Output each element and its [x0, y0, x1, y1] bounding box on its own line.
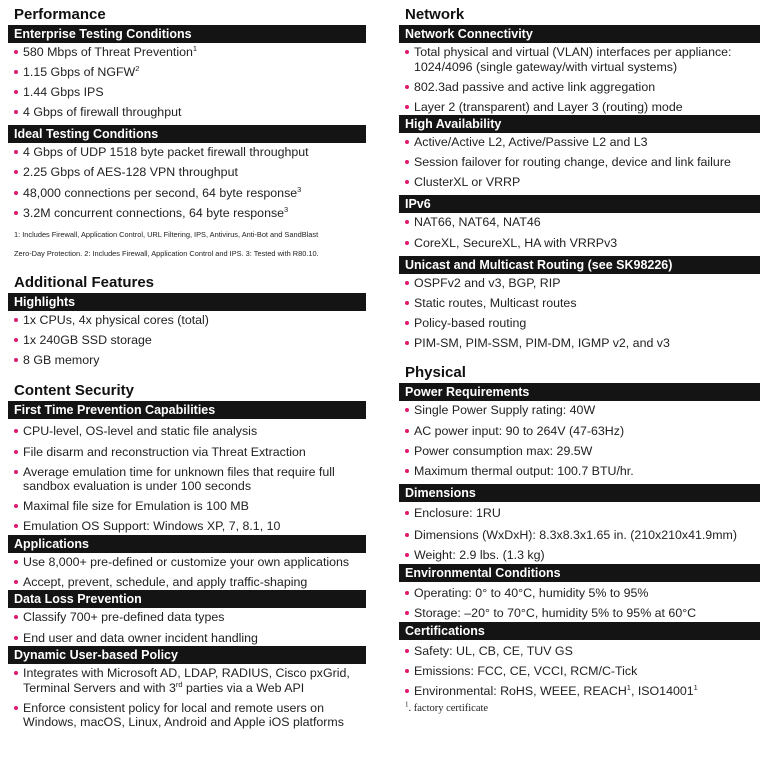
content-security-title: Content Security [14, 382, 135, 400]
bullet-icon [405, 591, 409, 595]
dynamic-policy-list [8, 666, 366, 730]
bullet-icon [14, 318, 18, 322]
list-item: OSPFv2 and v3, BGP, RIP [399, 276, 760, 291]
bullet-icon [405, 689, 409, 693]
bullet-icon [405, 140, 409, 144]
list-item: AC power input: 90 to 264V (47-63Hz) [399, 424, 760, 439]
bullet-icon [14, 504, 18, 508]
list-item: Average emulation time for unknown files that require full sandbox evaluation is under 100 seconds [8, 465, 366, 494]
list-item: 48,000 connections per second, 64 byte response$^3$ [8, 186, 366, 201]
bullet-icon [405, 180, 409, 184]
routing-heading: Unicast and Multicast Routing (see SK98226) [399, 256, 760, 274]
bullet-icon [14, 470, 18, 474]
bullet-icon [14, 450, 18, 454]
bullet-icon [405, 241, 409, 245]
dimensions-heading: Dimensions [399, 484, 760, 502]
list-item: CPU-level, OS-level and static file analysis [8, 424, 366, 439]
list-item: PIM-SM, PIM-SSM, PIM-DM, IGMP v2, and v3 [399, 336, 760, 351]
list-item: Policy-based routing [399, 316, 760, 331]
list-item: 2.25 Gbps of AES-128 VPN throughput [8, 165, 366, 180]
bullet-icon [405, 160, 409, 164]
bullet-icon [14, 150, 18, 154]
bullet-icon [405, 301, 409, 305]
bullet-icon [14, 70, 18, 74]
dimensions-list [399, 506, 760, 563]
data-loss-prevention-heading: Data Loss Prevention [8, 590, 366, 608]
bullet-icon [14, 191, 18, 195]
list-item: 1x CPUs, 4x physical cores (total) [8, 313, 366, 328]
highlights-heading: Highlights [8, 293, 366, 311]
bullet-icon [405, 85, 409, 89]
connectivity-list [399, 45, 760, 114]
environmental-conditions-heading: Environmental Conditions [399, 564, 760, 582]
bullet-icon [14, 615, 18, 619]
list-item: 1.15 Gbps of NGFW$^2$ [8, 65, 366, 80]
enterprise-testing-heading: Enterprise Testing Conditions [8, 25, 366, 43]
bullet-icon [405, 649, 409, 653]
certifications-heading: Certifications [399, 622, 760, 640]
list-item: Active/Active L2, Active/Passive L2 and L3 [399, 135, 760, 150]
list-item: Operating: 0° to 40°C, humidity 5% to 95% [399, 586, 760, 601]
list-item: Static routes, Multicast routes [399, 296, 760, 311]
list-item: Safety: UL, CB, CE, TUV GS [399, 644, 760, 659]
bullet-icon [14, 358, 18, 362]
list-item: 3.2M concurrent connections, 64 byte response$^3$ [8, 206, 366, 221]
list-item: Maximum thermal output: 100.7 BTU/hr. [399, 464, 760, 479]
power-list [399, 403, 760, 478]
bullet-icon [405, 533, 409, 537]
list-item: Single Power Supply rating: 40W [399, 403, 760, 418]
list-item: Maximal file size for Emulation is 100 MB [8, 499, 366, 514]
enterprise-list [8, 45, 366, 120]
list-item: File disarm and reconstruction via Threat Extraction [8, 445, 366, 460]
network-connectivity-heading: Network Connectivity [399, 25, 760, 43]
bullet-icon [14, 170, 18, 174]
bullet-icon [405, 50, 409, 54]
bullet-icon [14, 580, 18, 584]
certificate-footnote: $^1$. factory certificate [405, 700, 489, 714]
bullet-icon [14, 429, 18, 433]
list-item: Emulation OS Support: Windows XP, 7, 8.1, 10 [8, 519, 366, 534]
bullet-icon [14, 50, 18, 54]
first-time-list [8, 424, 366, 533]
list-item: Power consumption max: 29.5W [399, 444, 760, 459]
footnote-line-2: Zero-Day Protection. 2: Includes Firewall, Application Control and IPS. 3: Tested with R80.10. [14, 248, 319, 258]
list-item: ClusterXL or VRRP [399, 175, 760, 190]
high-availability-heading: High Availability [399, 115, 760, 133]
bullet-icon [14, 560, 18, 564]
dynamic-user-policy-heading: Dynamic User-based Policy [8, 646, 366, 664]
list-item: Classify 700+ pre-defined data types [8, 610, 366, 625]
list-item: Use 8,000+ pre-defined or customize your own applications [8, 555, 366, 570]
list-item: Environmental: RoHS, WEEE, REACH$^1$, ISO14001$^1$ [399, 684, 760, 699]
bullet-icon [405, 449, 409, 453]
bullet-icon [405, 408, 409, 412]
bullet-icon [405, 281, 409, 285]
list-item: NAT66, NAT64, NAT46 [399, 215, 760, 230]
bullet-icon [14, 110, 18, 114]
list-item: 1x 240GB SSD storage [8, 333, 366, 348]
list-item: Enforce consistent policy for local and remote users on Windows, macOS, Linux, Android and Apple iOS platforms [8, 701, 366, 730]
bullet-icon [405, 105, 409, 109]
power-requirements-heading: Power Requirements [399, 383, 760, 401]
bullet-icon [405, 511, 409, 515]
dlp-list [8, 610, 366, 645]
bullet-icon [14, 706, 18, 710]
bullet-icon [405, 469, 409, 473]
bullet-icon [405, 429, 409, 433]
environmental-list [399, 586, 760, 621]
list-item: End user and data owner incident handling [8, 631, 366, 646]
bullet-icon [405, 669, 409, 673]
performance-title: Performance [14, 6, 106, 23]
additional-features-title: Additional Features [14, 273, 155, 291]
list-item: Session failover for routing change, device and link failure [399, 155, 760, 170]
list-item: CoreXL, SecureXL, HA with VRRPv3 [399, 236, 760, 251]
list-item: Emissions: FCC, CE, VCCI, RCM/C-Tick [399, 664, 760, 679]
bullet-icon [405, 611, 409, 615]
bullet-icon [14, 90, 18, 94]
list-item: Storage: –20° to 70°C, humidity 5% to 95% at 60°C [399, 606, 760, 621]
certifications-list [399, 644, 760, 699]
bullet-icon [14, 671, 18, 675]
list-item: 580 Mbps of Threat Prevention$^1$ [8, 45, 366, 60]
list-item: 4 Gbps of firewall throughput [8, 105, 366, 120]
list-item: Enclosure: 1RU [399, 506, 760, 521]
physical-title: Physical [405, 364, 466, 382]
ha-list [399, 135, 760, 190]
ipv6-heading: IPv6 [399, 195, 760, 213]
routing-list [399, 276, 760, 351]
list-item: 802.3ad passive and active link aggregation [399, 80, 760, 95]
bullet-icon [14, 636, 18, 640]
applications-list [8, 555, 366, 590]
footnote-line-1: 1: Includes Firewall, Application Control, URL Filtering, IPS, Antivirus, Anti-Bot and SandBlast [14, 229, 319, 239]
network-title: Network [405, 6, 465, 23]
bullet-icon [405, 321, 409, 325]
highlights-list [8, 313, 366, 368]
list-item: Total physical and virtual (VLAN) interfaces per appliance: 1024/4096 (single gateway/with virtual systems) [399, 45, 760, 74]
bullet-icon [14, 338, 18, 342]
bullet-icon [14, 524, 18, 528]
list-item: Layer 2 (transparent) and Layer 3 (routing) mode [399, 100, 760, 115]
list-item: 1.44 Gbps IPS [8, 85, 366, 100]
bullet-icon [405, 553, 409, 557]
applications-heading: Applications [8, 535, 366, 553]
list-item: Integrates with Microsoft AD, LDAP, RADIUS, Cisco pxGrid, Terminal Servers and with 3rd parties via a Web API [8, 666, 366, 695]
ideal-testing-heading: Ideal Testing Conditions [8, 125, 366, 143]
bullet-icon [405, 341, 409, 345]
list-item: 4 Gbps of UDP 1518 byte packet firewall throughput [8, 145, 366, 160]
ipv6-list [399, 215, 760, 250]
ideal-list [8, 145, 366, 220]
list-item: Dimensions (WxDxH): 8.3x8.3x1.65 in. (210x210x41.9mm) [399, 528, 760, 543]
list-item: Accept, prevent, schedule, and apply traffic-shaping [8, 575, 366, 590]
list-item: Weight: 2.9 lbs. (1.3 kg) [399, 548, 760, 563]
right-column [399, 0, 760, 714]
bullet-icon [14, 211, 18, 215]
bullet-icon [405, 220, 409, 224]
list-item: 8 GB memory [8, 353, 366, 368]
first-time-prevention-heading: First Time Prevention Capabilities [8, 401, 366, 419]
left-column [8, 0, 366, 735]
